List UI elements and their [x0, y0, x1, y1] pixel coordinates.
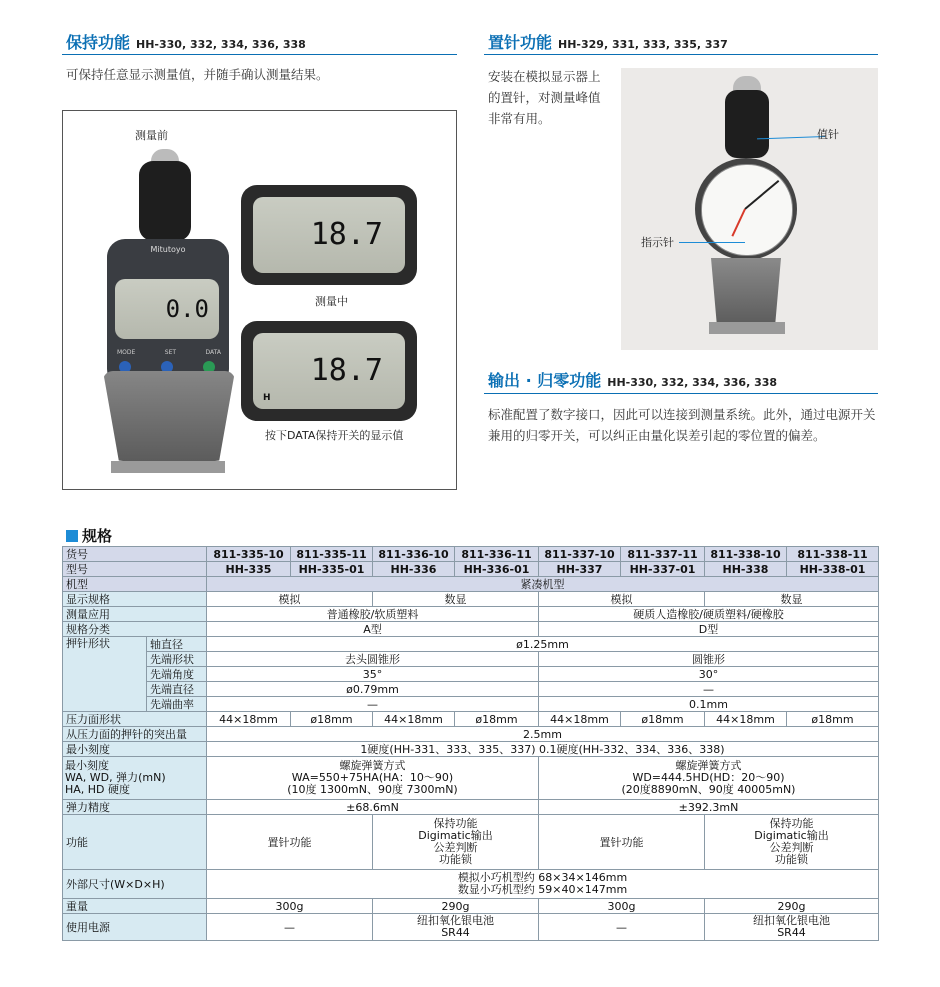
- cell: 模拟: [207, 592, 373, 607]
- table-row: [63, 637, 879, 652]
- cell: [705, 815, 879, 870]
- cell: HH-337-01: [621, 562, 705, 577]
- output-description: 标准配置了数字接口，因此可以连接到测量系统。此外，通过电源开关兼用的归零开关，可以纠正由量化误差引起的零位置的偏差。: [488, 407, 876, 443]
- cell: 300g: [207, 899, 373, 914]
- cell: 30°: [539, 667, 879, 682]
- spec-table: [62, 546, 879, 941]
- cell: HH-338: [705, 562, 787, 577]
- cell: 44×18mm: [539, 712, 621, 727]
- cell: [207, 757, 539, 800]
- force-label-line: WA, WD, 弹力(mN): [65, 771, 166, 784]
- cell-line: (10度 1300mN、90度 7300mN): [287, 783, 458, 796]
- table-row: [63, 652, 879, 667]
- hold-figure: [62, 110, 457, 490]
- row-label: 重量: [63, 899, 207, 914]
- output-title-text: 输出 · 归零功能: [488, 371, 602, 390]
- cell: 圆锥形: [539, 652, 879, 667]
- cell: 300g: [539, 899, 705, 914]
- row-label: 押针形状: [63, 637, 147, 712]
- label-pointer: 指示针: [641, 236, 674, 249]
- row-label: 压力面形状: [63, 712, 207, 727]
- brand-logo: Mitutoyo: [150, 245, 186, 254]
- cell: ø18mm: [455, 712, 539, 727]
- peak-title-text: 置针功能: [488, 33, 553, 52]
- data-button: DATA: [205, 349, 221, 356]
- lcd-during: 18.7: [253, 197, 405, 273]
- table-row: [63, 577, 879, 592]
- cell-line: 螺旋弹簧方式: [675, 759, 742, 772]
- cell: 数显: [373, 592, 539, 607]
- lcd-hold-frame: [241, 321, 417, 421]
- cell-line: SR44: [441, 926, 470, 939]
- row-sublabel: 先端角度: [147, 667, 207, 682]
- row-label: 测量应用: [63, 607, 207, 622]
- table-row: [63, 899, 879, 914]
- row-label: 机型: [63, 577, 207, 592]
- cell: 811-337-11: [621, 547, 705, 562]
- cell: HH-336-01: [455, 562, 539, 577]
- label-data-hold: 按下DATA保持开关的显示值: [265, 429, 404, 442]
- cell: 置针功能: [207, 815, 373, 870]
- cell: A型: [207, 622, 539, 637]
- cell: [539, 757, 879, 800]
- label-before: 测量前: [135, 129, 168, 142]
- spec-title: [66, 525, 112, 546]
- table-row: [63, 592, 879, 607]
- cell: ø18mm: [787, 712, 879, 727]
- table-row: [63, 815, 879, 870]
- hold-title: [66, 30, 306, 53]
- cell: 811-335-11: [291, 547, 373, 562]
- cell: 811-336-11: [455, 547, 539, 562]
- row-sublabel: 先端形状: [147, 652, 207, 667]
- table-row: [63, 667, 879, 682]
- row-label: 显示规格: [63, 592, 207, 607]
- cell: 290g: [705, 899, 879, 914]
- cell-line: 纽扣氧化银电池: [417, 914, 494, 927]
- hold-rule: [62, 54, 457, 55]
- cell: 硬质人造橡胶/硬质塑料/硬橡胶: [539, 607, 879, 622]
- cell: [373, 914, 539, 941]
- table-row: [63, 682, 879, 697]
- cell: [207, 870, 879, 899]
- cell: 紧凑机型: [207, 577, 879, 592]
- cell: HH-335-01: [291, 562, 373, 577]
- cell: 普通橡胶/软质塑料: [207, 607, 539, 622]
- cell: —: [539, 914, 705, 941]
- row-label: 使用电源: [63, 914, 207, 941]
- cell: HH-336: [373, 562, 455, 577]
- cell: ±392.3mN: [539, 800, 879, 815]
- cell-line: 保持功能: [433, 817, 478, 830]
- row-label: 规格分类: [63, 622, 207, 637]
- cell: [705, 914, 879, 941]
- durometer-illustration: [99, 149, 239, 479]
- cell: 811-337-10: [539, 547, 621, 562]
- output-title: [488, 368, 777, 391]
- cell: ±68.6mN: [207, 800, 539, 815]
- peak-description: 安装在模拟显示器上的置针，对测量峰值非常有用。: [488, 69, 601, 126]
- cell-line: (20度8890mN、90度 40005mN): [621, 783, 796, 796]
- hold-indicator: H: [263, 393, 271, 403]
- row-label: 型号: [63, 562, 207, 577]
- row-sublabel: 先端曲率: [147, 697, 207, 712]
- table-row: [63, 607, 879, 622]
- hold-models: HH-330, 332, 334, 336, 338: [136, 38, 306, 51]
- table-row: [63, 757, 879, 800]
- cell: 44×18mm: [207, 712, 291, 727]
- row-sublabel: 轴直径: [147, 637, 207, 652]
- cell-line: 功能锁: [439, 853, 472, 866]
- cell-line: 模拟小巧机型约 68×34×146mm: [457, 871, 628, 884]
- cell-line: 公差判断: [769, 841, 814, 854]
- cell-line: Digimatic输出: [754, 829, 829, 842]
- peak-figure: [621, 68, 878, 350]
- cell: —: [539, 682, 879, 697]
- label-peak-needle: 值针: [817, 128, 839, 141]
- row-label: [63, 757, 207, 800]
- output-rule: [484, 393, 878, 394]
- cell: 2.5mm: [207, 727, 879, 742]
- row-label: 功能: [63, 815, 207, 870]
- force-label-line: 最小刻度: [65, 759, 109, 772]
- cell-line: WD=444.5HD(HD：20～90): [632, 771, 785, 784]
- row-sublabel: 先端直径: [147, 682, 207, 697]
- row-label: 从压力面的押针的突出量: [63, 727, 207, 742]
- mode-button: MODE: [117, 349, 136, 356]
- table-row: [63, 742, 879, 757]
- label-during: 测量中: [315, 295, 348, 308]
- table-row: [63, 622, 879, 637]
- cell: HH-337: [539, 562, 621, 577]
- cell: 290g: [373, 899, 539, 914]
- cell: 44×18mm: [373, 712, 455, 727]
- table-row: [63, 697, 879, 712]
- table-row: [63, 870, 879, 899]
- set-button: SET: [164, 349, 177, 356]
- table-row: [63, 712, 879, 727]
- cell-line: Digimatic输出: [418, 829, 493, 842]
- hold-title-text: 保持功能: [66, 33, 131, 52]
- cell-line: 功能锁: [775, 853, 808, 866]
- cell-line: WA=550+75HA(HA：10～90): [291, 771, 454, 784]
- cell: ø18mm: [291, 712, 373, 727]
- cell: 置针功能: [539, 815, 705, 870]
- cell: HH-338-01: [787, 562, 879, 577]
- row-label: 外部尺寸(W×D×H): [63, 870, 207, 899]
- spec-title-text: 规格: [82, 527, 113, 545]
- cell: 数显: [705, 592, 879, 607]
- peak-models: HH-329, 331, 333, 335, 337: [558, 38, 728, 51]
- table-row: [63, 562, 879, 577]
- cell: 811-335-10: [207, 547, 291, 562]
- table-row: [63, 914, 879, 941]
- cell-line: 保持功能: [769, 817, 814, 830]
- cell: D型: [539, 622, 879, 637]
- cell: —: [207, 697, 539, 712]
- cell: 1硬度(HH-331、333、335、337) 0.1硬度(HH-332、334、336、338): [207, 742, 879, 757]
- cell-line: 公差判断: [433, 841, 478, 854]
- output-models: HH-330, 332, 334, 336, 338: [607, 376, 778, 389]
- cell-line: 数显小巧机型约 59×40×147mm: [457, 883, 628, 896]
- cell: 35°: [207, 667, 539, 682]
- cell-line: SR44: [777, 926, 806, 939]
- cell: —: [207, 914, 373, 941]
- lcd-before: 0.0: [115, 279, 219, 339]
- table-row: [63, 800, 879, 815]
- cell: 去头圆锥形: [207, 652, 539, 667]
- cell: 811-338-11: [787, 547, 879, 562]
- peak-rule: [484, 54, 878, 55]
- hold-description: 可保持任意显示测量值，并随手确认测量结果。: [66, 67, 329, 82]
- row-label: 弹力精度: [63, 800, 207, 815]
- table-row: [63, 727, 879, 742]
- table-row: [63, 547, 879, 562]
- cell: [373, 815, 539, 870]
- cell: 0.1mm: [539, 697, 879, 712]
- cell: ø0.79mm: [207, 682, 539, 697]
- cell-line: 纽扣氧化银电池: [753, 914, 830, 927]
- lcd-hold: 18.7: [253, 333, 405, 409]
- row-label: 最小刻度: [63, 742, 207, 757]
- cell: 44×18mm: [705, 712, 787, 727]
- cell: ø1.25mm: [207, 637, 879, 652]
- lcd-during-frame: [241, 185, 417, 285]
- cell: 811-338-10: [705, 547, 787, 562]
- cell: 模拟: [539, 592, 705, 607]
- cell-line: 螺旋弹簧方式: [339, 759, 406, 772]
- force-label-line: HA, HD 硬度: [65, 783, 131, 796]
- row-label: 货号: [63, 547, 207, 562]
- cell: 811-336-10: [373, 547, 455, 562]
- peak-title: [488, 30, 728, 53]
- cell: HH-335: [207, 562, 291, 577]
- cell: ø18mm: [621, 712, 705, 727]
